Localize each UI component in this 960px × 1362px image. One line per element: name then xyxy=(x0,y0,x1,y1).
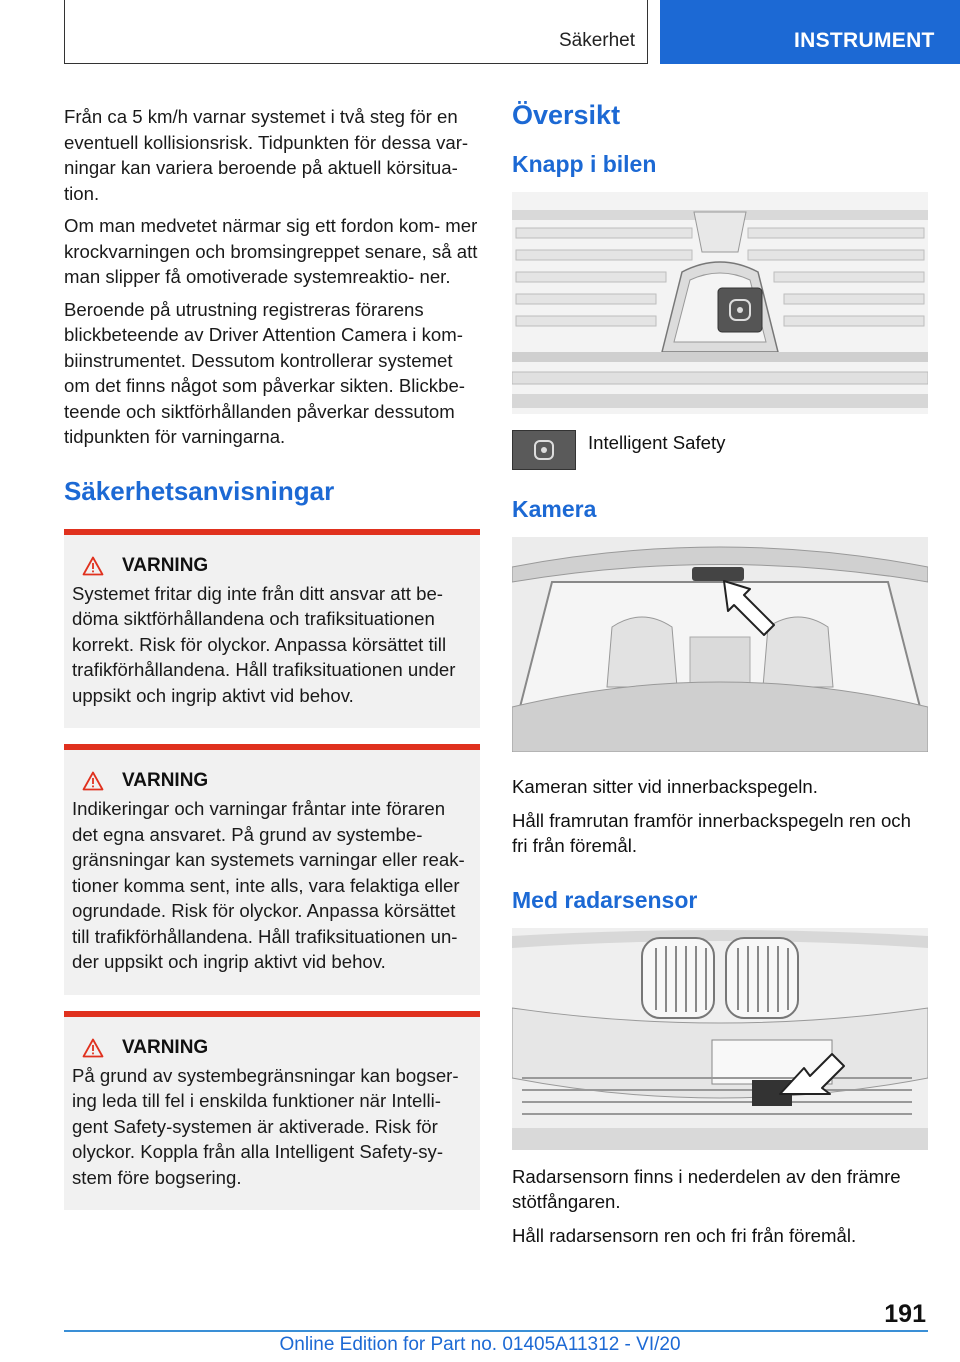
button-legend xyxy=(512,430,928,470)
radar-caption-1: Radarsensorn finns i nederdelen av den främre stötfångaren. xyxy=(512,1165,901,1212)
overview-heading: Översikt xyxy=(512,100,621,130)
intro-paragraph-2: Om man medvetet närmar sig ett fordon kom- mer krockvarningen och bromsingreppet senare, så att man slipper få omotiverade systemreaktio- ner. xyxy=(64,215,478,287)
intro-paragraph-1: Från ca 5 km/h varnar systemet i två steg för en eventuell kollisionsrisk. Tidpunkten för dessa var- ningar kan variera beroende på aktuell körsitua- tion. xyxy=(64,106,469,204)
camera-caption-2: Håll framrutan framför innerbackspegeln ren och fri från föremål. xyxy=(512,809,911,856)
left-column xyxy=(64,104,480,1226)
header-section-title: Säkerhet xyxy=(558,30,635,51)
header-chapter-tab xyxy=(660,0,960,64)
dashboard-button-illustration xyxy=(512,192,928,414)
radar-illustration xyxy=(512,928,928,1150)
warning-box-1 xyxy=(64,529,480,729)
warning-box-2 xyxy=(64,744,480,995)
header-section-box xyxy=(64,0,648,64)
right-column xyxy=(512,100,928,1256)
camera-illustration xyxy=(512,537,928,752)
warning-title: VARNING xyxy=(122,770,209,791)
warning-triangle-icon xyxy=(82,556,104,576)
camera-heading: Kamera xyxy=(512,496,597,522)
warning-title: VARNING xyxy=(122,1036,209,1058)
warning-triangle-icon xyxy=(82,771,104,791)
warning-text: Systemet fritar dig inte från ditt ansvar att be- döma siktförhållandena och trafiksituationen korrekt. Risk för olyckor. Anpassa körsättet till trafikförhållandena. Håll trafiksituationen under uppsikt och ingrip aktivt vid behov. xyxy=(72,582,456,706)
header-chapter-title: INSTRUMENT xyxy=(794,29,935,52)
safety-heading: Säkerhetsanvisningar xyxy=(64,475,335,506)
footer-rule xyxy=(64,1330,928,1332)
radar-heading: Med radarsensor xyxy=(512,886,698,913)
warning-text: Indikeringar och varningar fråntar inte föraren det egna ansvaret. På grund av systembe- gränsningar kan systemets varningar eller reak- tioner komma sent, inte alls, vara felaktiga eller ogrundade. Risk för olyckor. Anpassa körsättet till trafikförhållandena. Håll trafiksituationen un- der uppsikt och ingrip aktivt vid behov. xyxy=(72,798,465,972)
page-number: 191 xyxy=(884,1300,926,1328)
warning-title: VARNING xyxy=(122,554,209,576)
camera-caption-1: Kameran sitter vid innerbackspegeln. xyxy=(512,776,818,797)
footer-edition: Online Edition for Part no. 01405A11312 - VI/20 xyxy=(279,1334,681,1355)
warning-text: På grund av systembegränsningar kan bogser- ing leda till fel i enskilda funktioner när Intelli- gent Safety-systemen är aktiverade. Risk för olyckor. Koppla från alla Intelligent Safety-sy- stem före bogsering. xyxy=(72,1064,459,1188)
intro-paragraph-3: Beroende på utrustning registreras förarens blickbeteende av Driver Attention Camera i kom- biinstrumentet. Dessutom kontrollerar systemet om det finns något som påverkar sikten. Blickbe- teende och siktförhållanden påverkar dessutom tidpunkten för varningarna. xyxy=(64,298,465,447)
intelligent-safety-button-icon xyxy=(512,430,576,470)
button-heading: Knapp i bilen xyxy=(512,151,657,177)
radar-caption-2: Håll radarsensorn ren och fri från föremål. xyxy=(512,1224,857,1246)
warning-box-3 xyxy=(64,1011,480,1211)
warning-triangle-icon xyxy=(82,1038,104,1058)
button-legend-label: Intelligent Safety xyxy=(588,432,726,453)
